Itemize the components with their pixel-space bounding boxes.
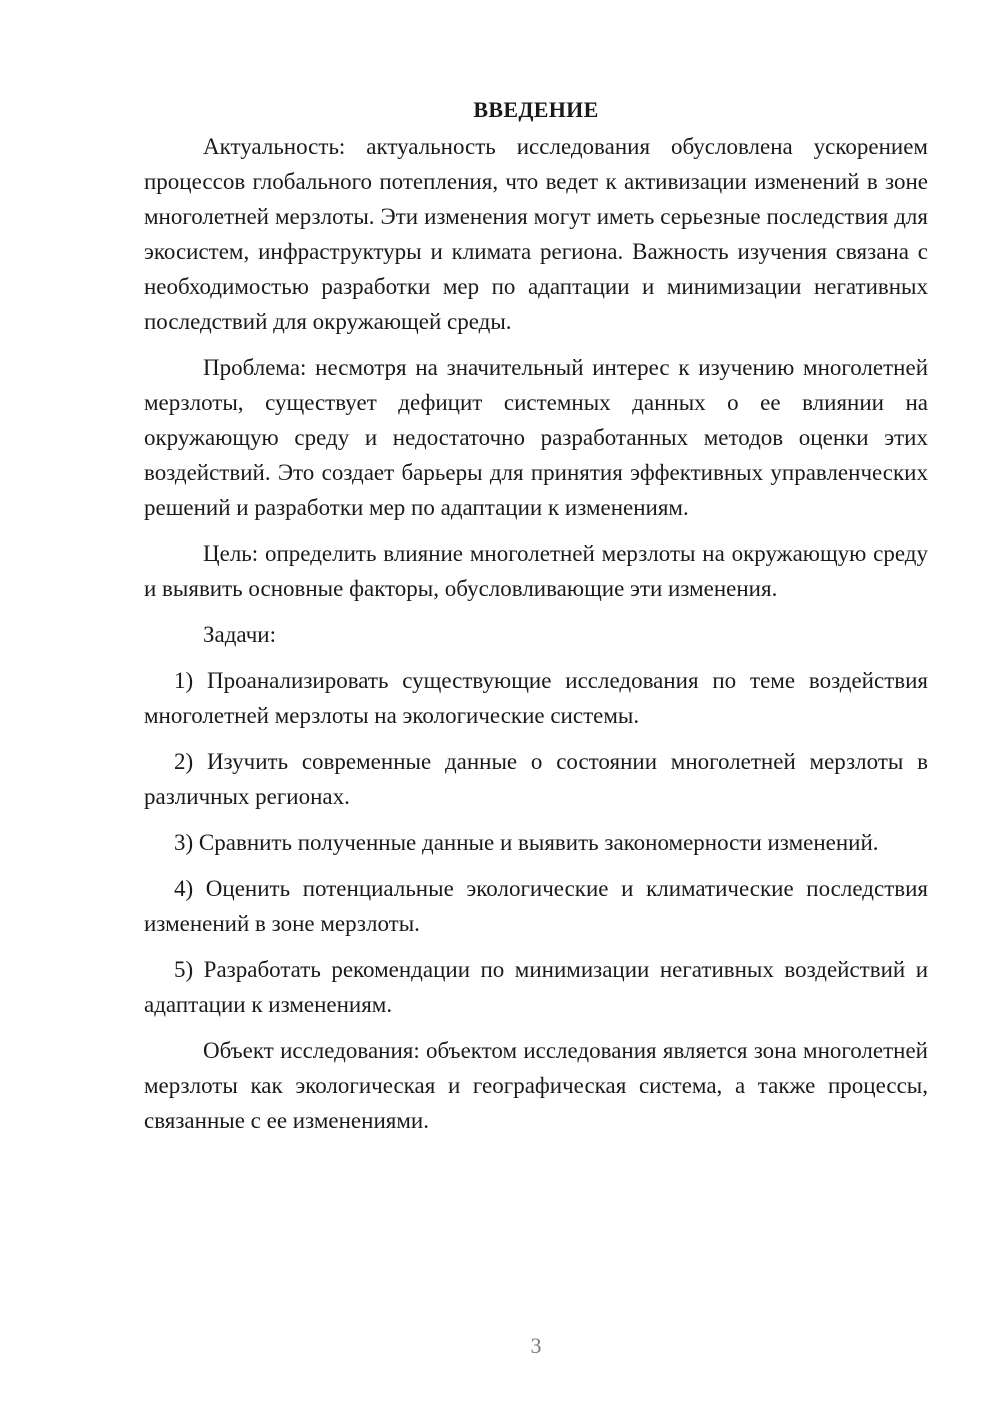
task-item-1: 1) Проанализировать существующие исследования по теме воздействия многолетней мерзлоты на экологические системы. [144, 668, 928, 728]
paragraph-problem: Проблема: несмотря на значительный интерес к изучению многолетней мерзлоты, существует дефицит системных данных о ее влиянии на окружающую среду и недостаточно разработанных методов оценки этих воздействий. Это создает барьеры для принятия эффективных управленческих решений и разработки мер по адаптации к изменениям. [144, 355, 928, 520]
page-content [144, 92, 928, 1138]
task-item-2: 2) Изучить современные данные о состоянии многолетней мерзлоты в различных регионах. [144, 749, 928, 809]
paragraph-goal: Цель: определить влияние многолетней мерзлоты на окружающую среду и выявить основные факторы, обусловливающие эти изменения. [144, 541, 928, 601]
page-number: 3 [530, 1333, 542, 1358]
task-item-4: 4) Оценить потенциальные экологические и климатические последствия изменений в зоне мерзлоты. [144, 876, 928, 936]
task-item-3: 3) Сравнить полученные данные и выявить закономерности изменений. [174, 830, 879, 855]
paragraph-relevance: Актуальность: актуальность исследования обусловлена ускорением процессов глобального потепления, что ведет к активизации изменений в зоне многолетней мерзлоты. Эти изменения могут иметь серьезные последствия для экосистем, инфраструктуры и климата региона. Важность изучения связана с необходимостью разработки мер по адаптации и минимизации негативных последствий для окружающей среды. [144, 134, 928, 334]
task-item-5: 5) Разработать рекомендации по минимизации негативных воздействий и адаптации к изменениям. [144, 957, 928, 1017]
tasks-heading: Задачи: [203, 622, 276, 647]
paragraph-object: Объект исследования: объектом исследования является зона многолетней мерзлоты как экологическая и географическая система, а также процессы, связанные с ее изменениями. [144, 1038, 928, 1133]
section-heading: ВВЕДЕНИЕ [473, 97, 599, 122]
